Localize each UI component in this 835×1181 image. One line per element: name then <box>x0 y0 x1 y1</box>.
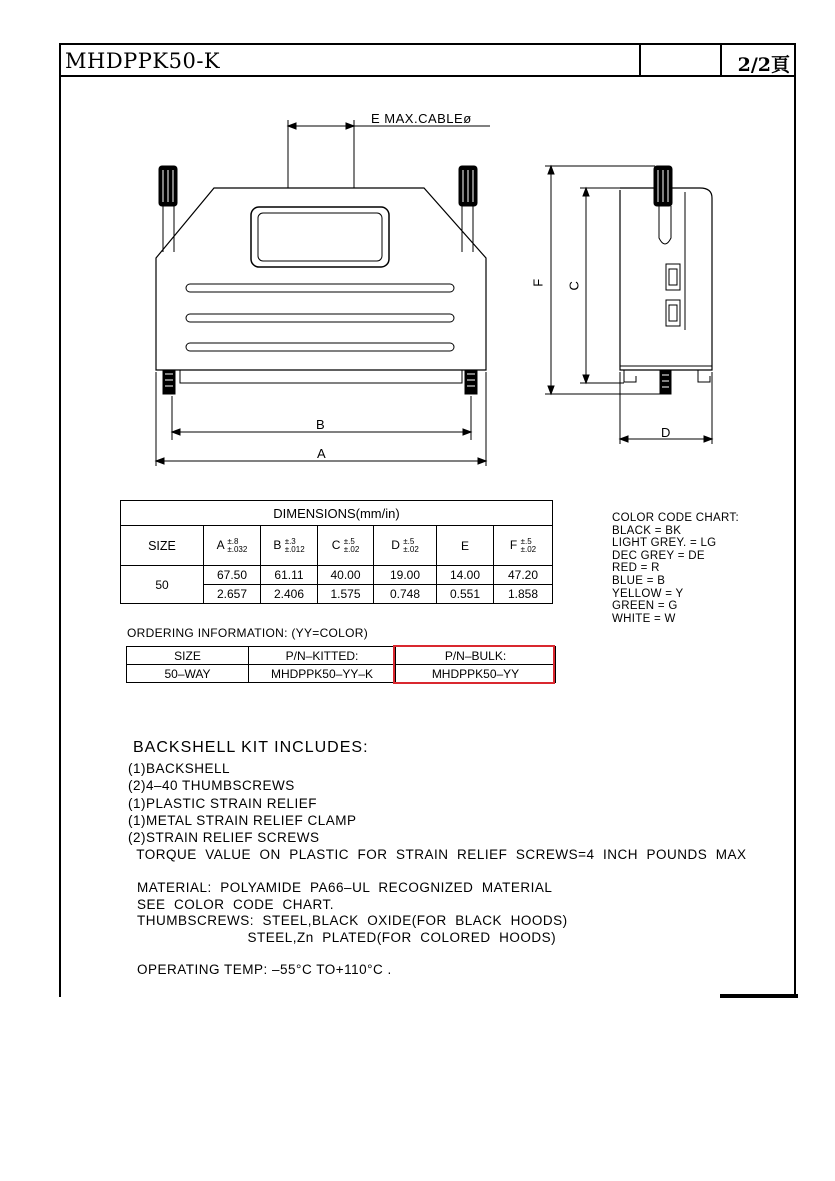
kit-item: (2)4–40 THUMBSCREWS <box>128 778 295 794</box>
dim-label-a: A <box>317 446 327 461</box>
inch-cell: 1.575 <box>318 585 374 604</box>
dimensions-table <box>120 500 553 604</box>
mm-cell: 14.00 <box>437 566 494 585</box>
kit-title: BACKSHELL KIT INCLUDES: <box>133 739 369 756</box>
color-code-item: WHITE = W <box>612 612 676 625</box>
col-header-d: D ±.5 ±.02 <box>374 526 437 566</box>
torque-note: TORQUE VALUE ON PLASTIC FOR STRAIN RELIEF SCREWS=4 INCH POUNDS MAX <box>128 847 747 863</box>
kit-item: (1)METAL STRAIN RELIEF CLAMP <box>128 812 357 828</box>
dim-label-d: D <box>661 425 671 440</box>
page-number: 2/2頁 <box>737 54 790 76</box>
part-number-title: MHDPPK50-K <box>65 49 221 73</box>
color-code-item: LIGHT GREY. = LG <box>612 537 717 550</box>
order-header: P/N–KITTED: <box>249 647 396 665</box>
dim-label-e: E MAX.CABLEø <box>371 111 472 126</box>
inch-cell: 2.657 <box>204 585 261 604</box>
order-cell: MHDPPK50–YY <box>396 665 556 683</box>
inch-cell: 2.406 <box>261 585 318 604</box>
col-header-e: E <box>437 526 494 566</box>
kit-list <box>128 760 747 864</box>
color-code-chart <box>612 512 739 625</box>
front-view <box>156 120 490 466</box>
ordering-title: ORDERING INFORMATION: (YY=COLOR) <box>127 626 369 640</box>
inch-cell: 0.551 <box>437 585 494 604</box>
material-notes <box>137 880 568 946</box>
inch-cell: 0.748 <box>374 585 437 604</box>
color-code-item: RED = R <box>612 562 660 575</box>
dim-label-c: C <box>566 280 582 291</box>
color-code-item: YELLOW = Y <box>612 587 684 600</box>
col-header-b: B ±.3 ±.012 <box>261 526 318 566</box>
see-chart-line: SEE COLOR CODE CHART. <box>137 896 335 912</box>
color-code-item: GREEN = G <box>612 600 678 613</box>
mm-cell: 67.50 <box>204 566 261 585</box>
inch-cell: 1.858 <box>494 585 553 604</box>
thumbscrew-line: STEEL,Zn PLATED(FOR COLORED HOODS) <box>137 929 557 945</box>
order-cell: MHDPPK50–YY–K <box>249 665 396 683</box>
color-code-item: BLACK = BK <box>612 524 682 537</box>
operating-temp: OPERATING TEMP: –55°C TO+110°C . <box>137 962 392 977</box>
material-line: MATERIAL: POLYAMIDE PA66–UL RECOGNIZED MATERIAL <box>137 880 553 895</box>
color-code-title: COLOR CODE CHART: <box>612 512 739 524</box>
kit-item: (2)STRAIN RELIEF SCREWS <box>128 830 320 846</box>
color-code-item: DEC GREY = DE <box>612 549 705 562</box>
size-value: 50 <box>121 566 204 604</box>
dim-label-b: B <box>316 417 326 432</box>
side-view <box>545 166 712 444</box>
size-header: SIZE <box>121 526 204 566</box>
dim-label-f: F <box>530 278 546 287</box>
col-header-c: C ±.5 ±.02 <box>318 526 374 566</box>
kit-item: (1)PLASTIC STRAIN RELIEF <box>128 795 318 811</box>
mm-cell: 40.00 <box>318 566 374 585</box>
color-code-item: BLUE = B <box>612 574 666 587</box>
bulk-part-highlight <box>393 645 555 684</box>
thumbscrew-line: THUMBSCREWS: STEEL,BLACK OXIDE(FOR BLACK HOODS) <box>137 913 568 928</box>
dimensions-title: DIMENSIONS(mm/in) <box>121 501 553 526</box>
order-cell: 50–WAY <box>127 665 249 683</box>
order-header: SIZE <box>127 647 249 665</box>
mm-cell: 47.20 <box>494 566 553 585</box>
mm-cell: 19.00 <box>374 566 437 585</box>
col-header-a: A ±.8 ±.032 <box>204 526 261 566</box>
kit-item: (1)BACKSHELL <box>128 761 231 776</box>
mm-cell: 61.11 <box>261 566 318 585</box>
order-header: P/N–BULK: <box>396 647 556 665</box>
col-header-f: F ±.5 ±.02 <box>494 526 553 566</box>
